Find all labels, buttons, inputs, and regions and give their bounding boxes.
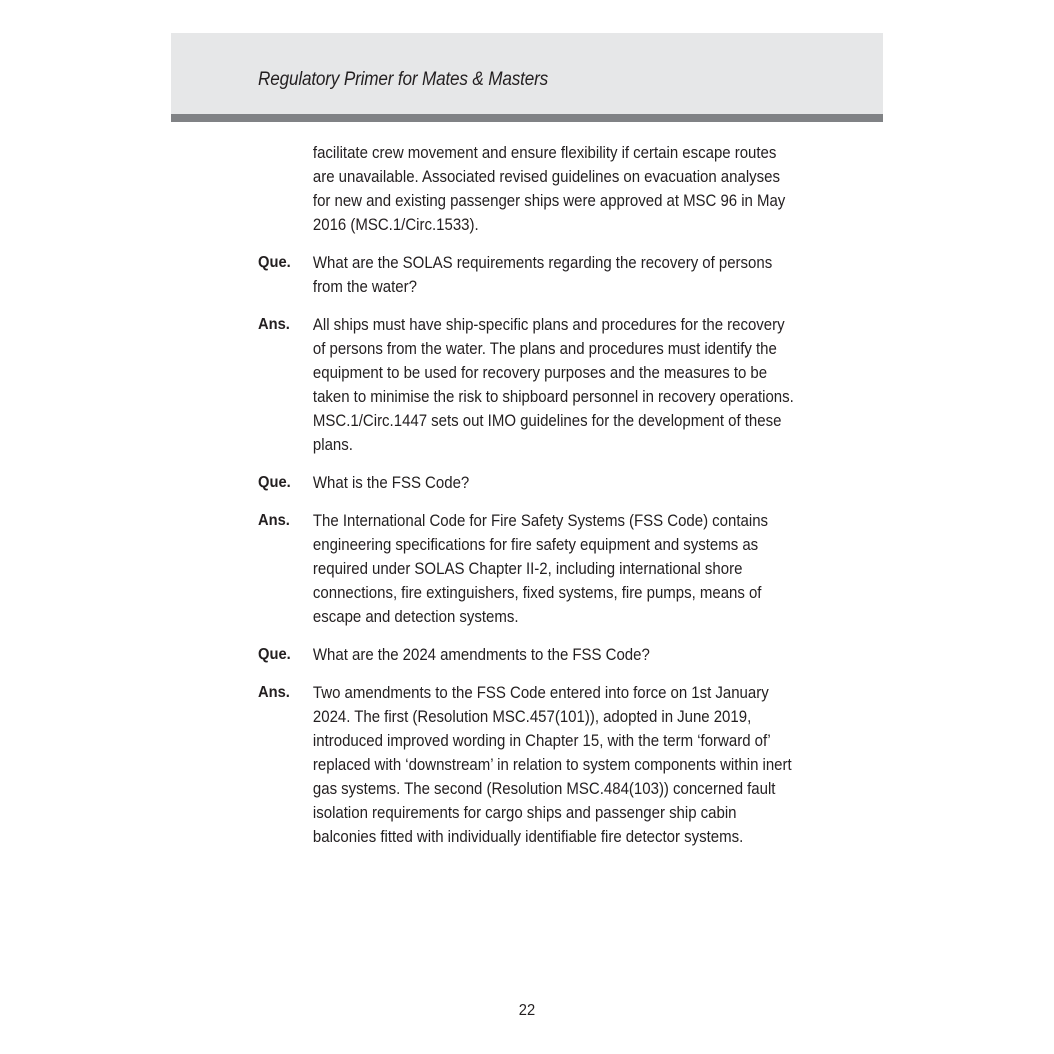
qa-text-question: What is the FSS Code? [312, 474, 470, 492]
qa-label-question: Que. [258, 474, 291, 491]
body-text-column [258, 141, 798, 849]
qa-label-answer: Ans. [258, 684, 290, 701]
qa-text-question: What are the SOLAS requirements regarding the recovery of persons from the water? [312, 254, 773, 296]
continuation-paragraph-block [258, 141, 798, 237]
qa-label-answer: Ans. [258, 316, 290, 333]
qa-entry [258, 681, 798, 849]
qa-text-question: What are the 2024 amendments to the FSS Code? [312, 646, 650, 664]
qa-label-question: Que. [258, 254, 291, 271]
qa-label-answer: Ans. [258, 512, 290, 529]
running-header-rule [171, 114, 883, 122]
page-number: 22 [518, 1002, 536, 1019]
qa-entry [258, 251, 798, 299]
qa-text-answer: The International Code for Fire Safety Systems (FSS Code) contains engineering specifications for fire safety equipment and systems as required under SOLAS Chapter II-2, including international shore connections, fire extinguishers, fixed systems, fire pumps, means of escape and detection systems. [312, 512, 769, 626]
continuation-paragraph: facilitate crew movement and ensure flexibility if certain escape routes are unavailable. Associated revised guidelines on evacuation analyses for new and existing passenger ships were approved at MSC 96 in May 2016 (MSC.1/Circ.1533). [312, 144, 786, 234]
qa-entry [258, 509, 798, 629]
qa-entry [258, 471, 798, 495]
qa-label-question: Que. [258, 646, 291, 663]
qa-entry [258, 643, 798, 667]
qa-text-answer: Two amendments to the FSS Code entered into force on 1st January 2024. The first (Resolution MSC.457(101)), adopted in June 2019, introduced improved wording in Chapter 15, with the term ‘forward of’ replaced with ‘downstream’ in relation to system components within inert gas systems. The second (Resolution MSC.484(103)) concerned fault isolation requirements for cargo ships and passenger ship cabin balconies fitted with individually identifiable fire detector systems. [312, 684, 792, 846]
qa-text-answer: All ships must have ship-specific plans and procedures for the recovery of persons from the water. The plans and procedures must identify the equipment to be used for recovery purposes and the measures to be taken to minimise the risk to shipboard personnel in recovery operations. MSC.1/Circ.1447 sets out IMO guidelines for the development of these plans. [312, 316, 794, 454]
running-header-title: Regulatory Primer for Mates & Masters [258, 68, 549, 90]
qa-entry [258, 313, 798, 457]
